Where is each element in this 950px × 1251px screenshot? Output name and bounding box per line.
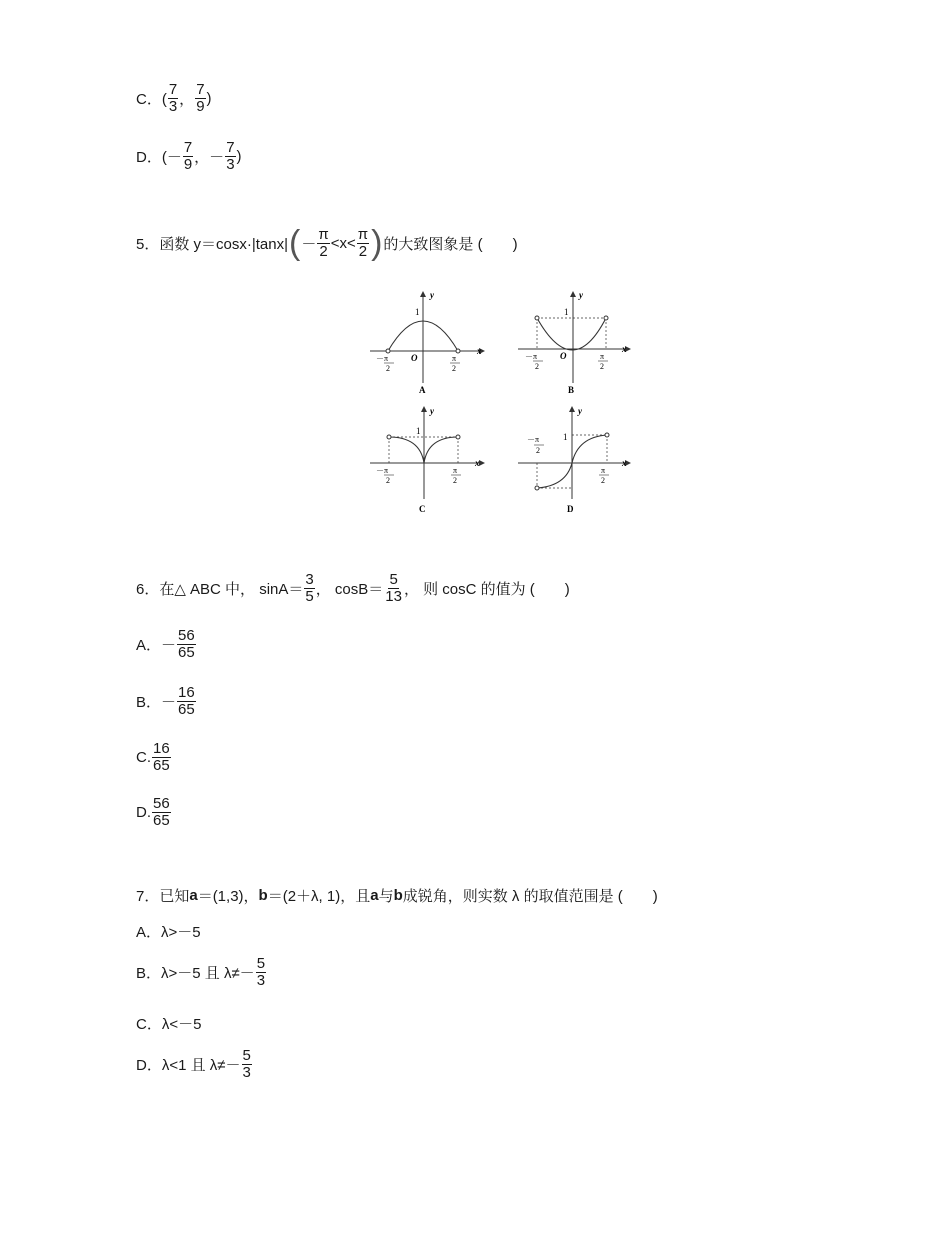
svg-text:2: 2 xyxy=(453,476,457,485)
q6-option-c xyxy=(136,741,172,774)
fraction: $\frac{3}{5}$ xyxy=(305,571,314,605)
option-text: C．λ<－5 xyxy=(136,1016,202,1033)
q6-text: ， cosB＝ xyxy=(315,580,384,598)
svg-text:O: O xyxy=(560,351,567,361)
svg-text:O: O xyxy=(411,353,418,363)
q6-option-a xyxy=(136,628,197,661)
paren: ) xyxy=(206,89,212,107)
svg-text:π: π xyxy=(452,354,457,363)
fraction: $\frac{7}{3}$ xyxy=(226,139,235,173)
q5-suffix: 的大致图象是 ( ) xyxy=(383,235,518,253)
q7-text: 7．已知 xyxy=(136,888,190,905)
svg-text:－π: －π xyxy=(376,354,389,363)
separator: ，－ xyxy=(194,148,225,166)
svg-text:π: π xyxy=(453,466,458,475)
fraction: $\frac{\pi}{2}$ xyxy=(357,225,369,260)
q7-option-c xyxy=(136,1013,201,1034)
fraction: $\frac{16}{65}$ xyxy=(153,740,170,774)
svg-text:y: y xyxy=(578,406,582,416)
svg-text:y: y xyxy=(579,290,583,300)
graph-panel-c xyxy=(370,406,484,514)
q7-option-d xyxy=(136,1048,253,1081)
svg-text:2: 2 xyxy=(536,446,540,455)
inequality: <x< xyxy=(330,234,356,252)
svg-text:－π: －π xyxy=(525,352,538,361)
svg-text:x: x xyxy=(622,344,627,354)
left-paren: ( xyxy=(289,224,301,262)
svg-text:1: 1 xyxy=(416,426,421,436)
q6-stem xyxy=(136,572,570,605)
vector-b: b xyxy=(393,887,403,904)
graph-panel-d xyxy=(518,406,630,514)
svg-text:D: D xyxy=(567,504,574,514)
q6-text: 6．在△ ABC 中， sinA＝ xyxy=(136,580,304,598)
q6-text: ， 则 cosC 的值为 ( ) xyxy=(403,580,570,598)
svg-text:x: x xyxy=(475,458,480,468)
svg-text:2: 2 xyxy=(452,364,456,373)
svg-text:1: 1 xyxy=(563,432,568,442)
q6-option-d xyxy=(136,796,172,829)
q7-text: ＝(2＋λ, 1)，且 xyxy=(267,888,371,905)
q5-stem xyxy=(136,226,518,260)
q5-prefix: 5．函数 y＝cosx·|tanx| xyxy=(136,235,288,253)
q7-option-a xyxy=(136,921,201,942)
svg-text:2: 2 xyxy=(386,476,390,485)
graph-panel-a xyxy=(370,290,484,395)
vector-a: a xyxy=(189,887,198,904)
q5-graphs-figure xyxy=(368,287,633,517)
option-label: D. xyxy=(136,803,151,821)
fraction: $\frac{5}{3}$ xyxy=(256,955,266,989)
svg-text:x: x xyxy=(477,346,482,356)
svg-text:2: 2 xyxy=(600,362,604,371)
option-label: D．(－ xyxy=(136,148,182,166)
q4-option-d xyxy=(136,140,242,173)
svg-text:C: C xyxy=(419,504,426,514)
q7-text: 成锐角，则实数 λ 的取值范围是 ( ) xyxy=(402,888,658,905)
fraction: $\frac{16}{65}$ xyxy=(178,684,195,718)
option-label: C. xyxy=(136,748,151,766)
svg-text:2: 2 xyxy=(386,364,390,373)
q7-option-b xyxy=(136,956,267,989)
fraction: $\frac{56}{65}$ xyxy=(153,795,170,829)
fraction: $\frac{7}{3}$ xyxy=(168,81,178,115)
q6-option-b xyxy=(136,685,197,718)
option-label: C．( xyxy=(136,90,167,108)
svg-text:π: π xyxy=(601,466,606,475)
svg-text:1: 1 xyxy=(564,307,569,317)
fraction: $\frac{\pi}{2}$ xyxy=(318,225,329,260)
svg-text:1: 1 xyxy=(415,307,420,317)
svg-text:2: 2 xyxy=(535,362,539,371)
q7-text: ＝(1,3)， xyxy=(197,888,259,905)
q7-stem xyxy=(136,885,658,906)
vector-b: b xyxy=(258,887,268,904)
fraction: $\frac{5}{13}$ xyxy=(385,571,402,605)
paren: ) xyxy=(236,147,242,165)
fraction: $\frac{7}{9}$ xyxy=(196,81,205,115)
svg-text:x: x xyxy=(622,458,627,468)
option-label: A．－ xyxy=(136,636,177,654)
svg-text:B: B xyxy=(568,385,575,395)
svg-text:－π: －π xyxy=(527,435,540,444)
option-text: B．λ>－5 且 λ≠－ xyxy=(136,964,255,982)
fraction: $\frac{56}{65}$ xyxy=(178,627,195,661)
svg-text:2: 2 xyxy=(601,476,605,485)
svg-text:A: A xyxy=(419,385,426,395)
option-text: D．λ<1 且 λ≠－ xyxy=(136,1056,241,1074)
option-label: B．－ xyxy=(136,693,177,711)
q7-text: 与 xyxy=(378,888,394,905)
graph-panel-b xyxy=(518,290,630,395)
vector-a: a xyxy=(370,887,379,904)
svg-text:y: y xyxy=(430,290,434,300)
right-paren: ) xyxy=(371,224,383,262)
fraction: $\frac{7}{9}$ xyxy=(183,139,193,173)
svg-text:π: π xyxy=(600,352,605,361)
svg-text:y: y xyxy=(430,406,434,416)
separator: ， xyxy=(179,90,195,108)
q4-option-c xyxy=(136,82,212,115)
fraction: $\frac{5}{3}$ xyxy=(242,1047,251,1081)
option-text: A．λ>－5 xyxy=(136,924,201,941)
svg-text:－π: －π xyxy=(376,466,389,475)
minus-sign: － xyxy=(301,235,317,253)
